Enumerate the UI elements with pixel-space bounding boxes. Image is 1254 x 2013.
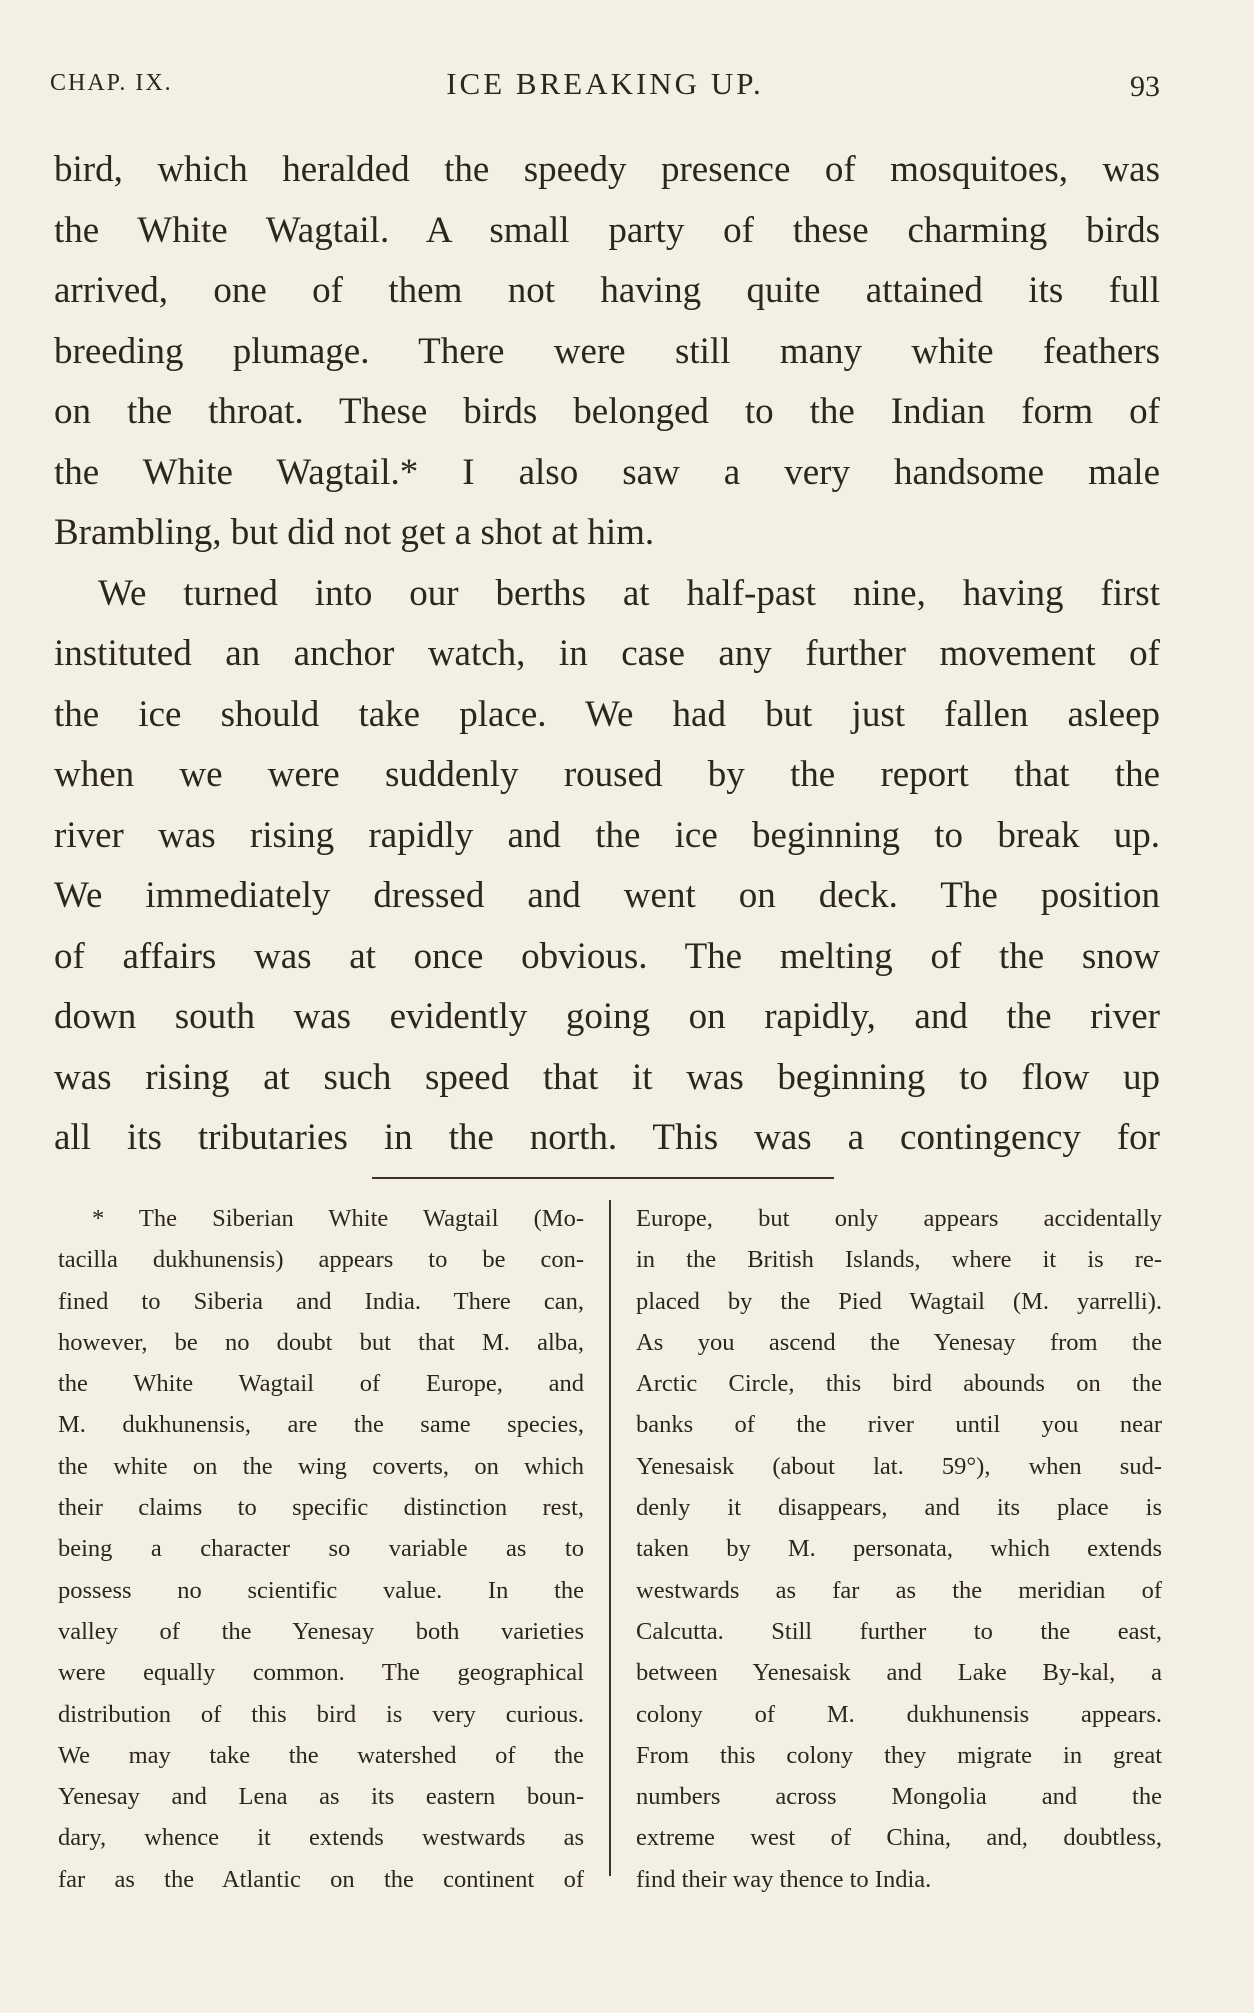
footnote-line: taken by M. personata, which extends [636,1535,1162,1563]
body-line: was rising at such speed that it was beginning to flow up [54,1056,1160,1098]
footnote-line: banks of the river until you near [636,1411,1162,1439]
footnote-line: valley of the Yenesay both varieties [58,1617,584,1645]
footnote-line: Arctic Circle, this bird abounds on the [636,1370,1162,1398]
body-line: instituted an anchor watch, in case any further movement of [54,633,1160,674]
footnote-line: numbers across Mongolia and the [636,1783,1162,1811]
body-line: bird, which heralded the speedy presence of mosquitoes, was [54,149,1160,190]
footnote-line: From this colony they migrate in great [636,1741,1162,1769]
footnote-line: As you ascend the Yenesay from the [636,1328,1162,1356]
body-line: the ice should take place. We had but just fallen asleep [54,693,1160,735]
footnote-line: however, be no doubt but that M. alba, [58,1328,584,1356]
footnote-line: fined to Siberia and India. There can, [58,1287,584,1315]
footnote-line: westwards as far as the meridian of [636,1576,1162,1604]
page-number: 93 [1130,70,1160,103]
footnote-line: denly it disappears, and its place is [636,1494,1162,1522]
body-line: of affairs was at once obvious. The melting of the snow [54,935,1160,977]
footnote-line: between Yenesaisk and Lake By-kal, a [636,1659,1162,1687]
footnote-line: find their way thence to India. [636,1865,932,1893]
footnote-line: distribution of this bird is very curious. [58,1700,584,1728]
footnote-line: their claims to specific distinction rest, [58,1494,584,1522]
running-head [50,66,1160,106]
footnote-line: being a character so variable as to [58,1535,584,1563]
body-line: down south was evidently going on rapidly, and the river [54,996,1160,1037]
footnote-line: Yenesay and Lena as its eastern boun- [58,1783,584,1811]
body-line: river was rising rapidly and the ice beginning to break up. [54,814,1160,856]
footnote-column-divider [609,1200,611,1876]
footnote-column-right [636,1198,1162,1900]
body-line: Brambling, but did not get a shot at him. [54,512,655,553]
footnote-line: Calcutta. Still further to the east, [636,1617,1162,1645]
footnote-line: M. dukhunensis, are the same species, [58,1411,584,1439]
body-line: when we were suddenly roused by the report that the [54,754,1160,795]
body-line: We immediately dressed and went on deck. The position [54,875,1160,916]
footnote-line: possess no scientific value. In the [58,1576,584,1604]
footnote-line: Yenesaisk (about lat. 59°), when sud- [636,1452,1162,1480]
body-line: breeding plumage. There were still many white feathers [54,330,1160,372]
footnote-line: the white on the wing coverts, on which [58,1452,584,1480]
footnote-column-left [58,1198,584,1900]
footnote-line: * The Siberian White Wagtail (Mo- [92,1205,584,1232]
footnote-line: extreme west of China, and, doubtless, [636,1824,1162,1852]
footnote-line: We may take the watershed of the [58,1741,584,1769]
body-line: arrived, one of them not having quite attained its full [54,270,1160,311]
footnote-separator [372,1177,834,1179]
footnote-line: tacilla dukhunensis) appears to be con- [58,1246,584,1274]
body-line: on the throat. These birds belonged to the Indian form of [54,391,1160,432]
footnote-line: Europe, but only appears accidentally [636,1205,1162,1232]
footnote-line: were equally common. The geographical [58,1659,584,1687]
footnote-line: far as the Atlantic on the continent of [58,1865,584,1893]
chapter-label: CHAP. IX. [50,70,173,96]
body-line: the White Wagtail. A small party of these charming birds [54,209,1160,251]
body-line: We turned into our berths at half-past nine, having first [98,572,1160,614]
body-text [54,140,1160,1169]
body-line: the White Wagtail.* I also saw a very handsome male [54,451,1160,493]
footnote-line: the White Wagtail of Europe, and [58,1370,584,1398]
running-title: ICE BREAKING UP. [446,66,764,101]
footnote-line: placed by the Pied Wagtail (M. yarrelli). [636,1287,1162,1315]
footnote-line: dary, whence it extends westwards as [58,1824,584,1852]
body-line: all its tributaries in the north. This was a contingency for [54,1117,1160,1158]
footnote-line: in the British Islands, where it is re- [636,1246,1162,1274]
footnote-line: colony of M. dukhunensis appears. [636,1700,1162,1728]
